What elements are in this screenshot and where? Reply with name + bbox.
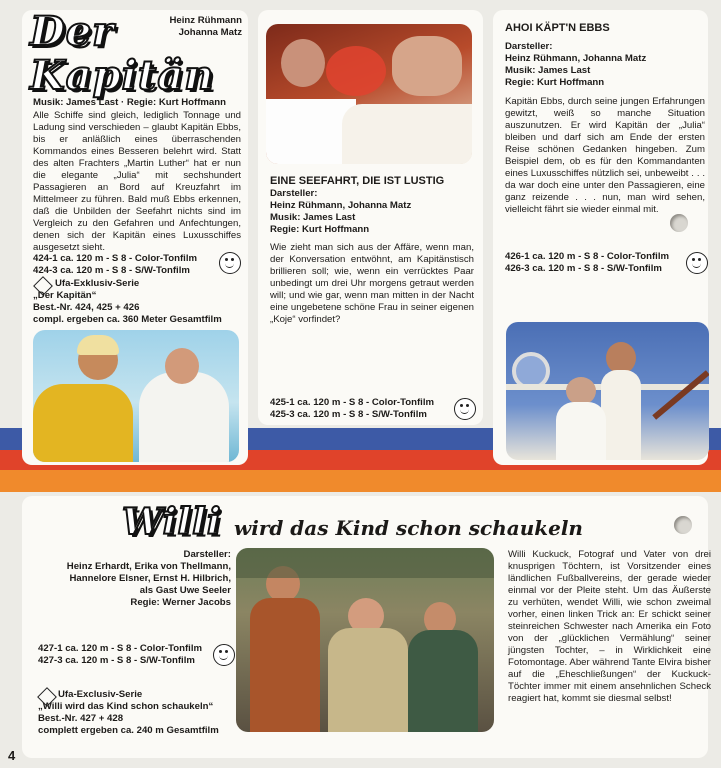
smiley-icon: [686, 252, 708, 274]
kapitaen-body: Alle Schiffe sind gleich, lediglich Tonnage und Ladung sind verschieden – glaubt Kapitän Ebbs, bis er anläßlich eines überraschenden Kommandos eines Besseren belehrt wird. Statt des alten Frachters „Martin Luther“ hat er nun die elegante „Julia“ mit sechshundert Passagieren an Bord auf Kreuzfahrt im Mittelmeer zu führen. Bald muß Ebbs erkennen, daß die Unbilden der Seefahrt nichts sind im Vergleich zu den Gefahren und Anfechtungen, denen sich der Kapitän eines Luxusschiffes ausgesetzt sieht.: [33, 110, 241, 253]
kapitaen-order-bw: 424-3 ca. 120 m - S 8 - S/W-Tonfilm: [33, 265, 190, 276]
seefahrt-director: Regie: Kurt Hoffmann: [270, 224, 370, 235]
ahoi-order-bw: 426-3 ca. 120 m - S 8 - S/W-Tonfilm: [505, 263, 662, 274]
kapitaen-order-color: 424-1 ca. 120 m - S 8 - Color-Tonfilm: [33, 253, 198, 264]
seefahrt-order-color: 425-1 ca. 120 m - S 8 - Color-Tonfilm: [270, 397, 435, 408]
ahoi-heading: AHOI KÄPT'N EBBS: [505, 22, 610, 34]
willi-photo: [236, 548, 494, 732]
willi-series-title: „Willi wird das Kind schon schaukeln“: [38, 701, 214, 712]
seefahrt-photo: [266, 24, 472, 164]
seefahrt-cast: Heinz Rühmann, Johanna Matz: [270, 200, 412, 211]
stripe-orange: [0, 470, 721, 492]
kapitaen-credits: Musik: James Last · Regie: Kurt Hoffmann: [33, 97, 226, 108]
ahoi-director: Regie: Kurt Hoffmann: [505, 77, 605, 88]
willi-title-rest: wird das Kind schon schaukeln: [234, 516, 583, 540]
seefahrt-body: Wie zieht man sich aus der Affäre, wenn man, der Konversation entwöhnt, am Kapitänstisch brillieren soll; wie, wenn ein verrücktes Paar unbedingt um drei Uhr morgens getraut werden will; und wie gar, wenn man mitten in der Nacht eine ungebetene schöne Frau in seiner eigenen „Koje“ vorfindet?: [270, 242, 474, 325]
smiley-icon: [213, 644, 235, 666]
willi-cast-3: als Gast Uwe Seeler: [139, 585, 231, 596]
smiley-icon: [454, 398, 476, 420]
ahoi-cast-label: Darsteller:: [505, 41, 553, 52]
willi-series-best: Best.-Nr. 427 + 428: [38, 713, 124, 724]
seefahrt-heading: EINE SEEFAHRT, DIE IST LUSTIG: [270, 175, 445, 187]
seefahrt-cast-label: Darsteller:: [270, 188, 318, 199]
ahoi-music: Musik: James Last: [505, 65, 591, 76]
willi-series-label: Ufa-Exclusiv-Serie: [58, 689, 143, 700]
kapitaen-series-label: Ufa-Exklusiv-Serie: [55, 278, 140, 289]
ahoi-cast: Heinz Rühmann, Johanna Matz: [505, 53, 647, 64]
kapitaen-series-total: compl. ergeben ca. 360 Meter Gesamtfilm: [33, 314, 222, 325]
kapitaen-series-best: Best.-Nr. 424, 425 + 426: [33, 302, 140, 313]
smiley-icon: [219, 252, 241, 274]
ahoi-body: Kapitän Ebbs, durch seine jungen Erfahrungen gewitzt, weiß so manche Situation auszunutzen. Er wird Kapitän der „Julia“ bleiben und darf sich am Ende der ersten Reise schönen Gedanken hingeben. Zum Beispiel dem, ob es für den Kommandanten eines Luxusschiffes nützlich sei, unbeweibt . . . da war doch eine unter den Passagieren, eine ganz reizende . . . nun, man wird sehen, vielleicht fährt sie wieder einmal mit.: [505, 96, 705, 215]
kapitaen-series-title: „Der Kapitän“: [33, 290, 97, 301]
willi-order-color: 427-1 ca. 120 m - S 8 - Color-Tonfilm: [38, 643, 203, 654]
willi-title-word: Willi: [122, 501, 222, 543]
willi-director: Regie: Werner Jacobs: [130, 597, 231, 608]
kapitaen-cast-2: Johanna Matz: [178, 27, 242, 38]
willi-series-total: complett ergeben ca. 240 m Gesamtfilm: [38, 725, 219, 736]
willi-order-bw: 427-3 ca. 120 m - S 8 - S/W-Tonfilm: [38, 655, 195, 666]
willi-cast-2: Hannelore Elsner, Ernst H. Hilbrich,: [69, 573, 231, 584]
ahoi-order-color: 426-1 ca. 120 m - S 8 - Color-Tonfilm: [505, 251, 670, 262]
willi-cast-1: Heinz Erhardt, Erika von Thellmann,: [66, 561, 231, 572]
seefahrt-order-bw: 425-3 ca. 120 m - S 8 - S/W-Tonfilm: [270, 409, 427, 420]
page-number: 4: [8, 748, 16, 763]
willi-cast-label: Darsteller:: [183, 549, 231, 560]
kapitaen-cast-1: Heinz Rühmann: [169, 15, 242, 26]
binder-hole: [670, 214, 688, 232]
willi-body: Willi Kuckuck, Fotograf und Vater von drei knusprigen Töchtern, ist Vorsitzender eines ländlichen Fußballvereins, der gerade wieder einmal vor der Pleite steht. Um das Äußerste zu verhüten, wendet Willi, wie schon zweimal vorher, einen linken Trick an: Er schickt seiner steinreichen Schwester nach Amerika ein Foto von der „glücklichen Vermählung“ seiner jüngsten Tochter, – in Wirklichkeit eine Fotomontage. Aber während Tante Elvira bisher auf die „Eheschließungen“ der Kuckuck-Töchter immer mit einem ansehnlichen Scheck reagiert hat, kommt sie diesmal selbst!: [508, 549, 711, 704]
kapitaen-photo: [33, 330, 239, 462]
kapitaen-title: Der Kapitän: [30, 8, 215, 99]
seefahrt-music: Musik: James Last: [270, 212, 356, 223]
ahoi-photo: [506, 322, 709, 460]
binder-hole: [674, 516, 692, 534]
